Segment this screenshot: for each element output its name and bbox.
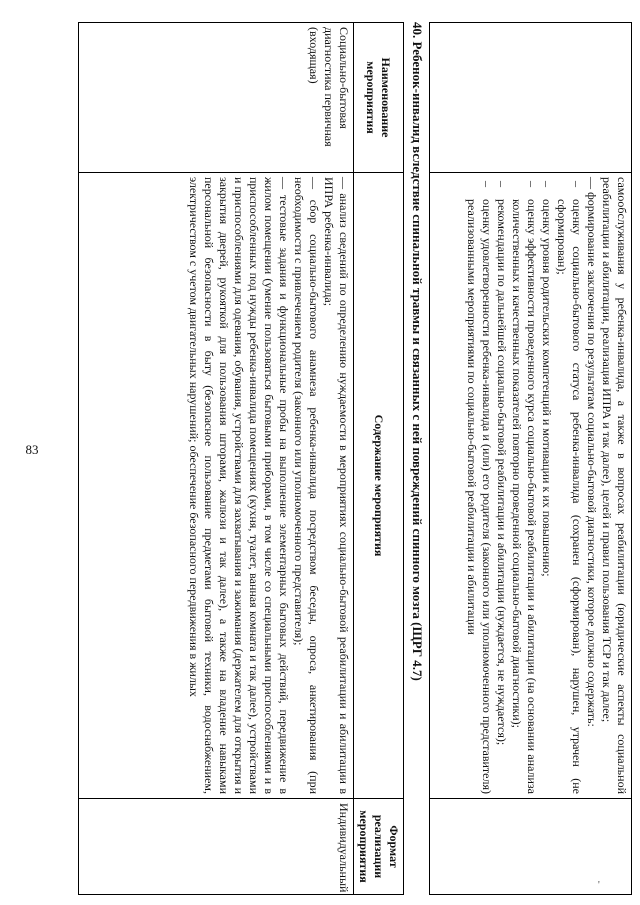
measure-content-cell — [79, 173, 354, 799]
header-content: Содержание мероприятия — [354, 173, 404, 799]
header-format: Формат реализации мероприятия — [354, 799, 404, 895]
rotated-page-content — [72, 22, 632, 894]
continuation-content-cell — [430, 173, 632, 799]
continuation-name-cell — [430, 23, 632, 173]
section-title: 40. Ребенок-инвалид вследствие спинальной травмы и связанных с ней повреждений спинного мозга (ЩРГ 4.7) — [410, 22, 425, 681]
assessment-list — [464, 177, 584, 794]
continuation-table — [429, 22, 632, 895]
margin-mark: ' — [598, 880, 600, 891]
list-item: – оценку уровня родительских компетенций и мотивации к их повышению; — [539, 177, 554, 794]
measures-table — [78, 22, 404, 895]
content-paragraph: — тестовые задания и функциональные пробы на выполнение элементарных бытовых действий, передвижение в жилом помещении (умение пользоваться бытовыми приборами, в том числе со специальными приспособлениями и в приспособленных под нужды ребенка-инвалида помещениях (кухня, туалет, ванная комната и так далее), устройствами и приспособлениями для одевания, обувания, устройствами для захватывания и зажимания (держателем для открытия и закрытия дверей, рукояткой для пользования шторами, жалюзи и так далее), а также на владение навыками персональной безопасности в быту (безопасное пользование предметами бытовой техники, водоснабжением, электричеством с учетом двигательных нарушений; обеспечение безопасного передвижения в жилых — [187, 177, 291, 794]
list-item: – оценку социально-бытового статуса ребенка-инвалида (сохранен (сформирован), нарушен, утрачен (не сформирован); — [554, 177, 584, 794]
list-item: – оценку эффективности проведенного курса социально-бытовой реабилитации и абилитации (на основании анализа количественных и качественных показателей повторно проведенной социально-бытовой диагностики); — [509, 177, 539, 794]
content-paragraph: — анализ сведений по определению нуждаемости в мероприятиях социально-бытовой реабилитации и абилитации в ИПРА ребенка-инвалида; — [322, 177, 351, 794]
continuation-format-cell — [430, 799, 632, 895]
continuation-paragraph: — формирование заключения по результатам социально-бытовой диагностики, которое должно содержать: — [585, 177, 599, 727]
measure-format-cell: Индивидуальный — [79, 799, 354, 895]
list-item: – рекомендации по дальнейшей социально-бытовой реабилитации и абилитации (нуждается, не нуждается); — [494, 177, 509, 794]
list-item: – оценку удовлетворенности ребенка-инвалида и (или) его родителя (законного или уполномоченного представителя) реализованными мероприятиями по социально-бытовой реабилитации и абилитации — [464, 177, 494, 794]
header-name: Наименование мероприятия — [354, 23, 404, 173]
continuation-paragraph: самообслуживания у ребенка-инвалида, а также в вопросах реабилитации (юридические аспекты социальной реабилитации и абилитации, реализация ИПРА и так далее), целей и правил пользования ТСР и так далее; — [600, 177, 629, 794]
content-paragraph: — сбор социально-бытового анамнеза ребенка-инвалида посредством беседы, опроса, анкетирования (при необходимости с привлечением родителя (законного или уполномоченного представителя); — [292, 177, 321, 794]
measure-name-cell: Социально-бытовая диагностика первичная (входящая) — [79, 23, 354, 173]
page-number: 83 — [25, 442, 39, 457]
